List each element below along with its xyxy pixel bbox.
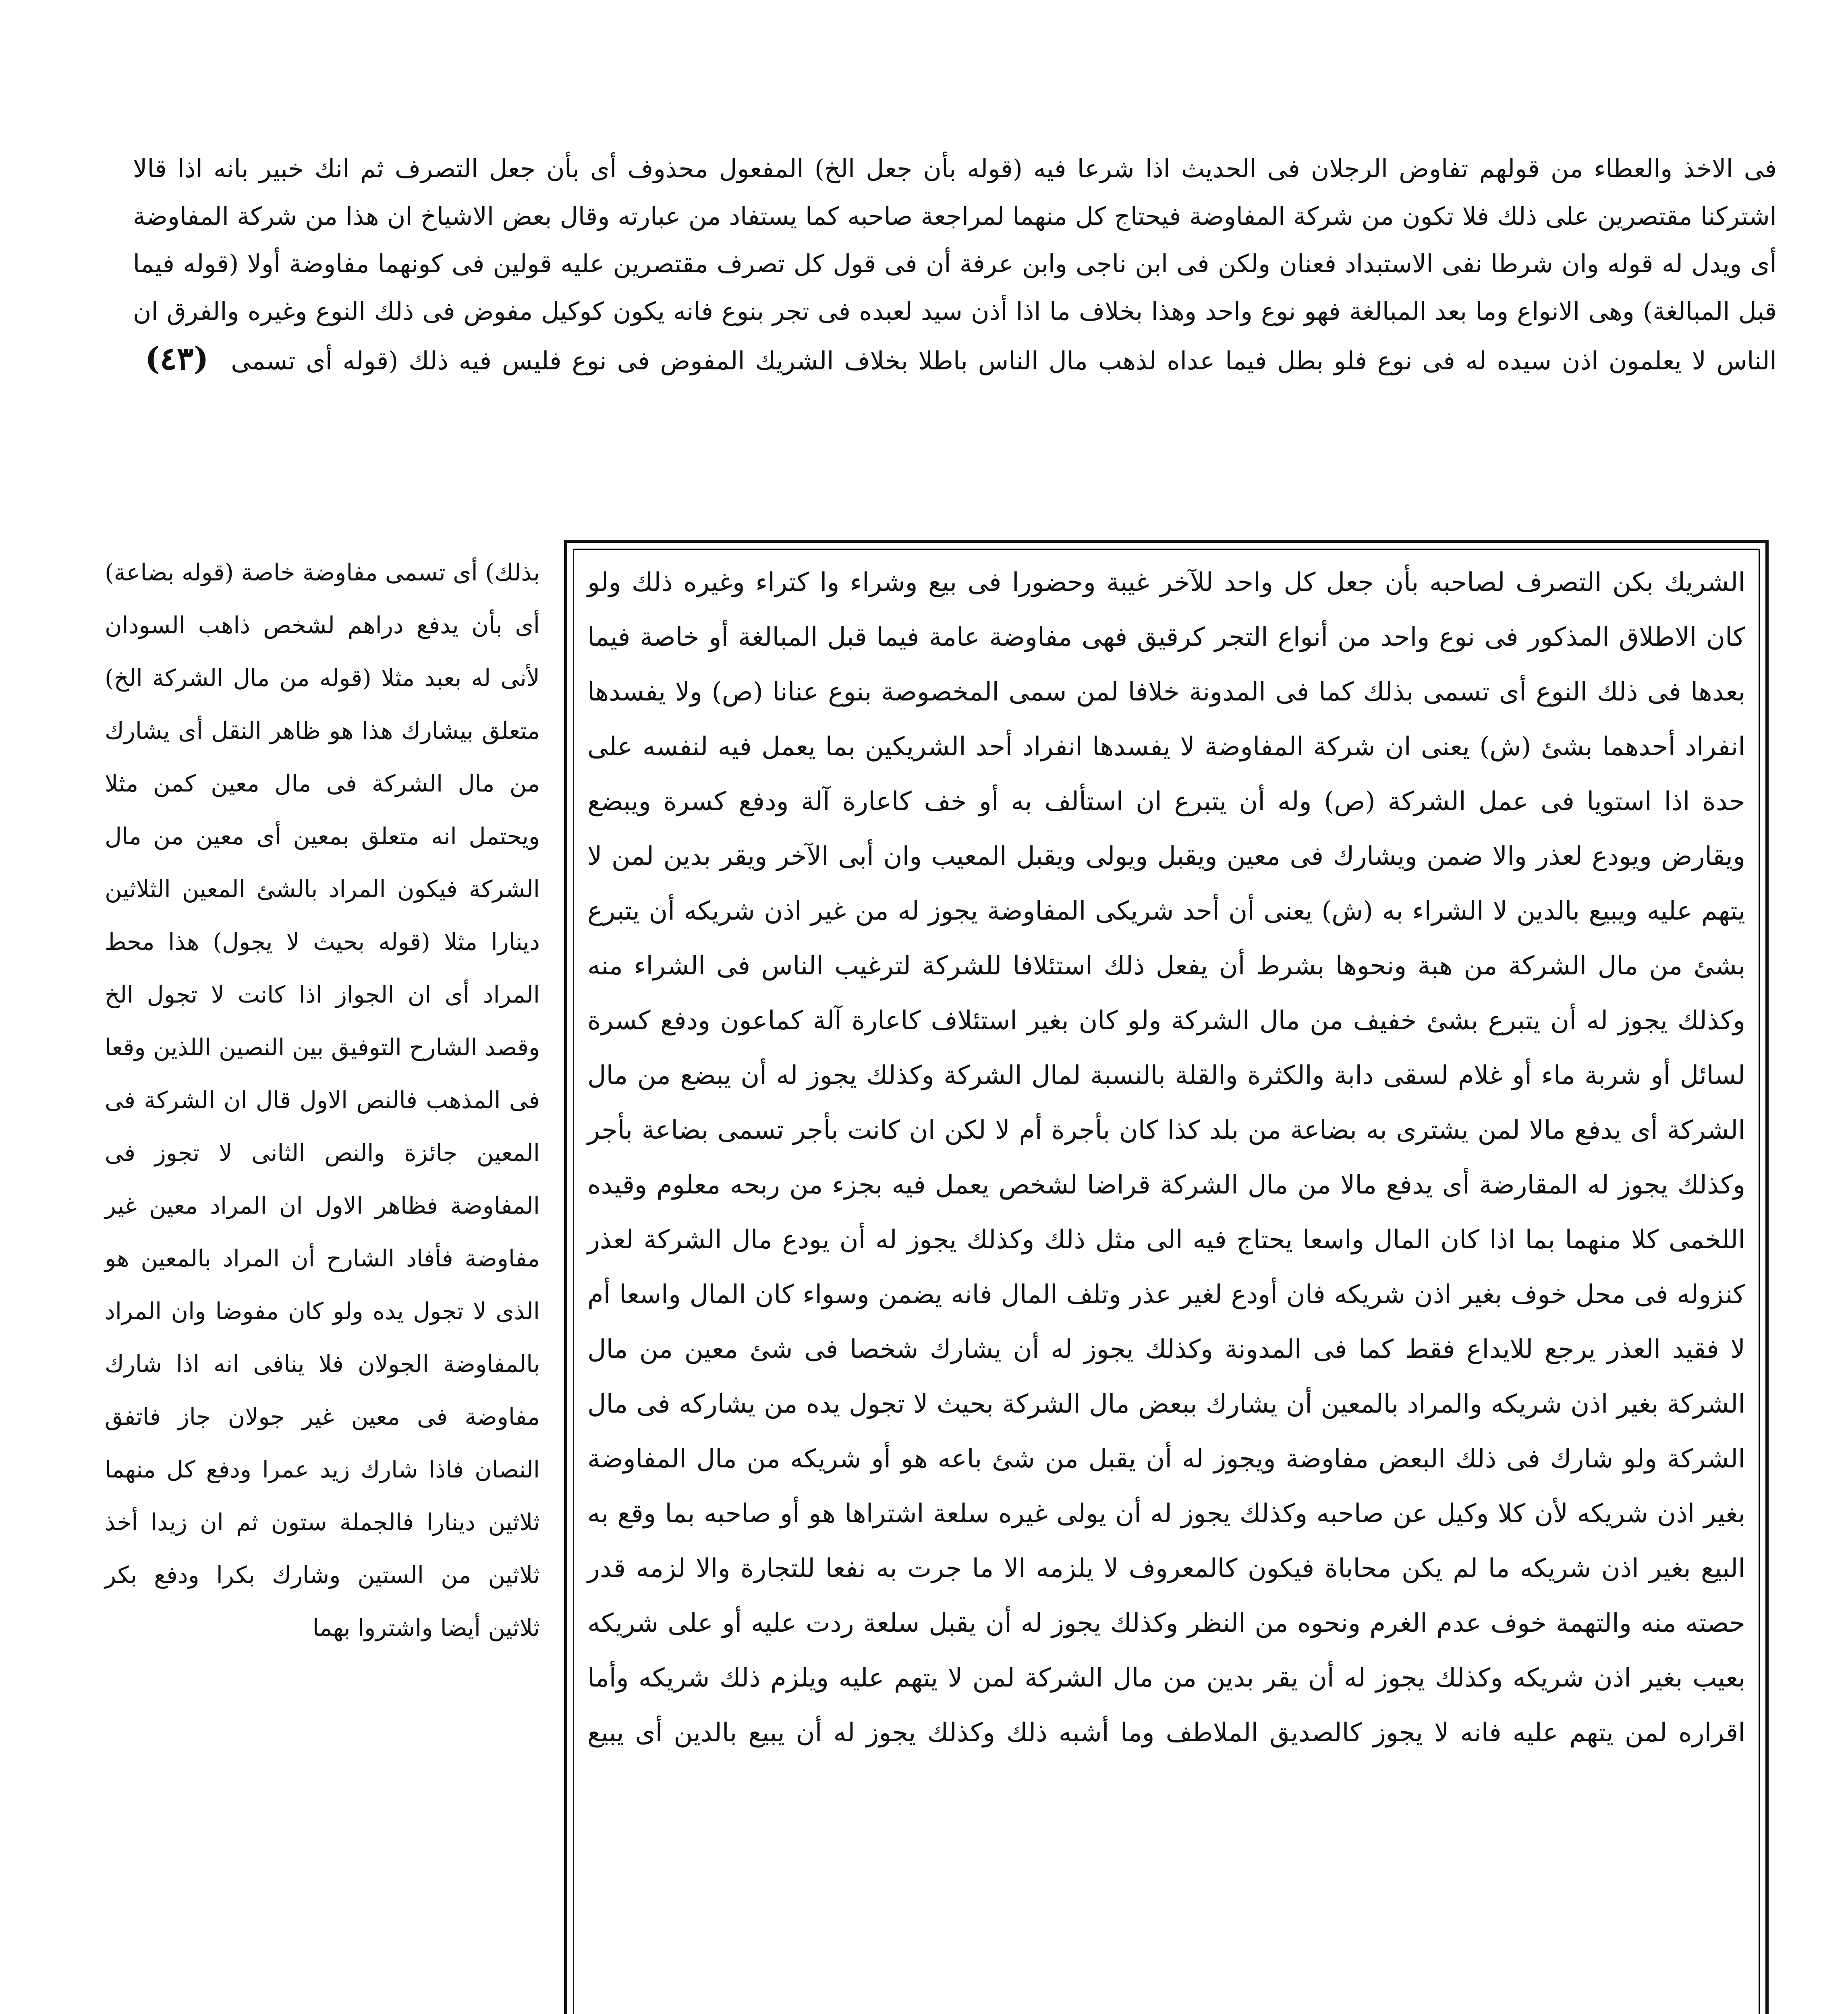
page-number: (٤٣) — [145, 340, 209, 377]
main-text-body: الشريك بكن التصرف لصاحبه بأن جعل كل واحد للآخر غيبة وحضورا فى بيع وشراء وا كتراء وغيره ذلك ولو كان الاطلاق المذكور فى نوع واحد من أنواع التجر كرقيق فهى مفاوضة عامة فيما قبل المبالغة أو خاصة فيما بعدها فى ذلك النوع أى تسمى بذلك كما فى المدونة خلافا لمن سمى المخصوصة بنوع عنانا (ص) ولا يفسدها انفراد أحدهما بشئ (ش) يعنى ان شركة المفاوضة لا يفسدها انفراد أحد الشريكين بما يعمل فيه لنفسه على حدة اذا استويا فى عمل الشركة (ص) وله أن يتبرع ان استألف به أو خف كاعارة آلة ودفع كسرة ويبضع ويقارض ويودع لعذر والا ضمن ويشارك فى معين ويقبل ويولى ويقبل المعيب وان أبى الآخر ويقر بدين لمن لا يتهم عليه ويبيع بالدين لا الشراء به (ش) يعنى أن أحد شريكى المفاوضة يجوز له من غير اذن شريكه أن يتبرع بشئ من مال الشركة من هبة ونحوها بشرط أن يفعل ذلك استئلافا للشركة لترغيب الناس فى الشراء منه وكذلك يجوز له أن يتبرع بشئ خفيف من مال الشركة ولو كان بغير استئلاف كاعارة آلة كماعون ودفع كسرة لسائل أو شربة ماء أو غلام لسقى دابة والكثرة والقلة بالنسبة لمال الشركة وكذلك يجوز له أن يبضع من مال الشركة أى يدفع مالا لمن يشترى به بضاعة من بلد كذا كان بأجرة أم لا لكن ان كانت بأجر تسمى بضاعة بأجر وكذلك يجوز له المقارضة أى يدفع مالا من مال الشركة قراضا لشخص يعمل فيه بجزء من ربحه معلوم وقيده اللخمى كلا منهما بما اذا كان المال واسعا يحتاج فيه الى مثل ذلك وكذلك يجوز له أن يودع مال الشركة لعذر كنزوله فى محل خوف بغير اذن شريكه فان أودع لغير عذر وتلف المال فانه يضمن وسواء كان المال واسعا أم لا فقيد العذر يرجع للايداع فقط كما فى المدونة وكذلك يجوز له أن يشارك شخصا فى شئ معين من مال الشركة بغير اذن شريكه والمراد بالمعين أن يشارك ببعض مال الشركة بحيث لا تجول يده من يشاركه فى مال الشركة ولو شارك فى ذلك البعض مفاوضة ويجوز له أن يقبل من شئ باعه هو أو شريكه من مال المفاوضة بغير اذن شريكه لأن كلا وكيل عن صاحبه وكذلك يجوز له أن يولى غيره سلعة اشتراها هو أو صاحبه بما وقع به البيع بغير اذن شريكه ما لم يكن محاباة فيكون كالمعروف لا يلزمه الا ما جرت به نفعا للتجارة والا لزمه قدر حصته منه والتهمة خوف عدم الغرم ونحوه من النظر وكذلك يجوز له أن يقبل سلعة ردت عليه أو على شريكه بعيب بغير اذن شريكه وكذلك يجوز له أن يقر بدين من مال الشركة لمن لا يتهم عليه ويلزم ذلك شريكه وأما اقراره لمن يتهم عليه فانه لا يجوز كالصديق الملاطف وما أشبه ذلك وكذلك يجوز له أن يبيع بالدين أى يبيع — [587, 568, 1746, 1748]
main-text — [587, 555, 1745, 1760]
top-commentary-text: فى الاخذ والعطاء من قولهم تفاوض الرجلان فى الحديث اذا شرعا فيه (قوله بأن جعل الخ) المفعول محذوف أى بأن جعل التصرف ثم انك خبير بانه اذا قالا اشتركنا مقتصرين على ذلك فلا تكون من شركة المفاوضة فيحتاج كل منهما لمراجعة صاحبه كما يستفاد من عبارته وقال بعض الاشياخ ان هذا من شركة المفاوضة أى ويدل له قوله وان شرطا نفى الاستبداد فعنان ولكن فى ابن ناجى وابن عرفة أن فى قول كل تصرف مقتصرين عليه قولين فى كونهما مفاوضة أولا (قوله فيما قبل المبالغة) وهى الانواع وما بعد المبالغة فهو نوع واحد وهذا بخلاف ما اذا أذن سيد لعبده فى تجر بنوع فانه يكون كوكيل مفوض فى ذلك النوع وغيره والفرق ان الناس لا يعلمون اذن سيده له فى نوع فلو بطل فيما عداه لذهب مال الناس باطلا بخلاف الشريك المفوض فى نوع فليس فيه ذلك (قوله أى تسمى — [133, 154, 1777, 375]
main-text-frame — [564, 540, 1769, 2014]
side-commentary-text: بذلك) أى تسمى مفاوضة خاصة (قوله بضاعة) أى بأن يدفع دراهم لشخص ذاهب السودان لأنى له بعبد مثلا (قوله من مال الشركة الخ) متعلق بيشارك هذا هو ظاهر النقل أى يشارك من مال الشركة فى مال معين كمن مثلا ويحتمل انه متعلق بمعين أى معين من مال الشركة فيكون المراد بالشئ المعين الثلاثين دينارا مثلا (قوله بحيث لا يجول) هذا محط المراد أى ان الجواز اذا كانت لا تجول الخ وقصد الشارح التوفيق بين النصين اللذين وقعا فى المذهب فالنص الاول قال ان الشركة فى المعين جائزة والنص الثانى لا تجوز فى المفاوضة فظاهر الاول ان المراد معين غير مفاوضة فأفاد الشارح أن المراد بالمعين هو الذى لا تجول يده ولو كان مفوضا وان المراد بالمفاوضة الجولان فلا ينافى انه اذا شارك مفاوضة فى معين غير جولان جاز فاتفق النصان فاذا شارك زيد عمرا ودفع كل منهما ثلاثين دينارا فالجملة ستون ثم ان زيدا أخذ ثلاثين من الستين وشارك بكرا ودفع بكر ثلاثين أيضا واشتروا بهما — [105, 559, 540, 1641]
page-number-value: ٤٣ — [160, 340, 194, 377]
top-commentary — [133, 145, 1777, 385]
side-commentary — [105, 546, 540, 1654]
